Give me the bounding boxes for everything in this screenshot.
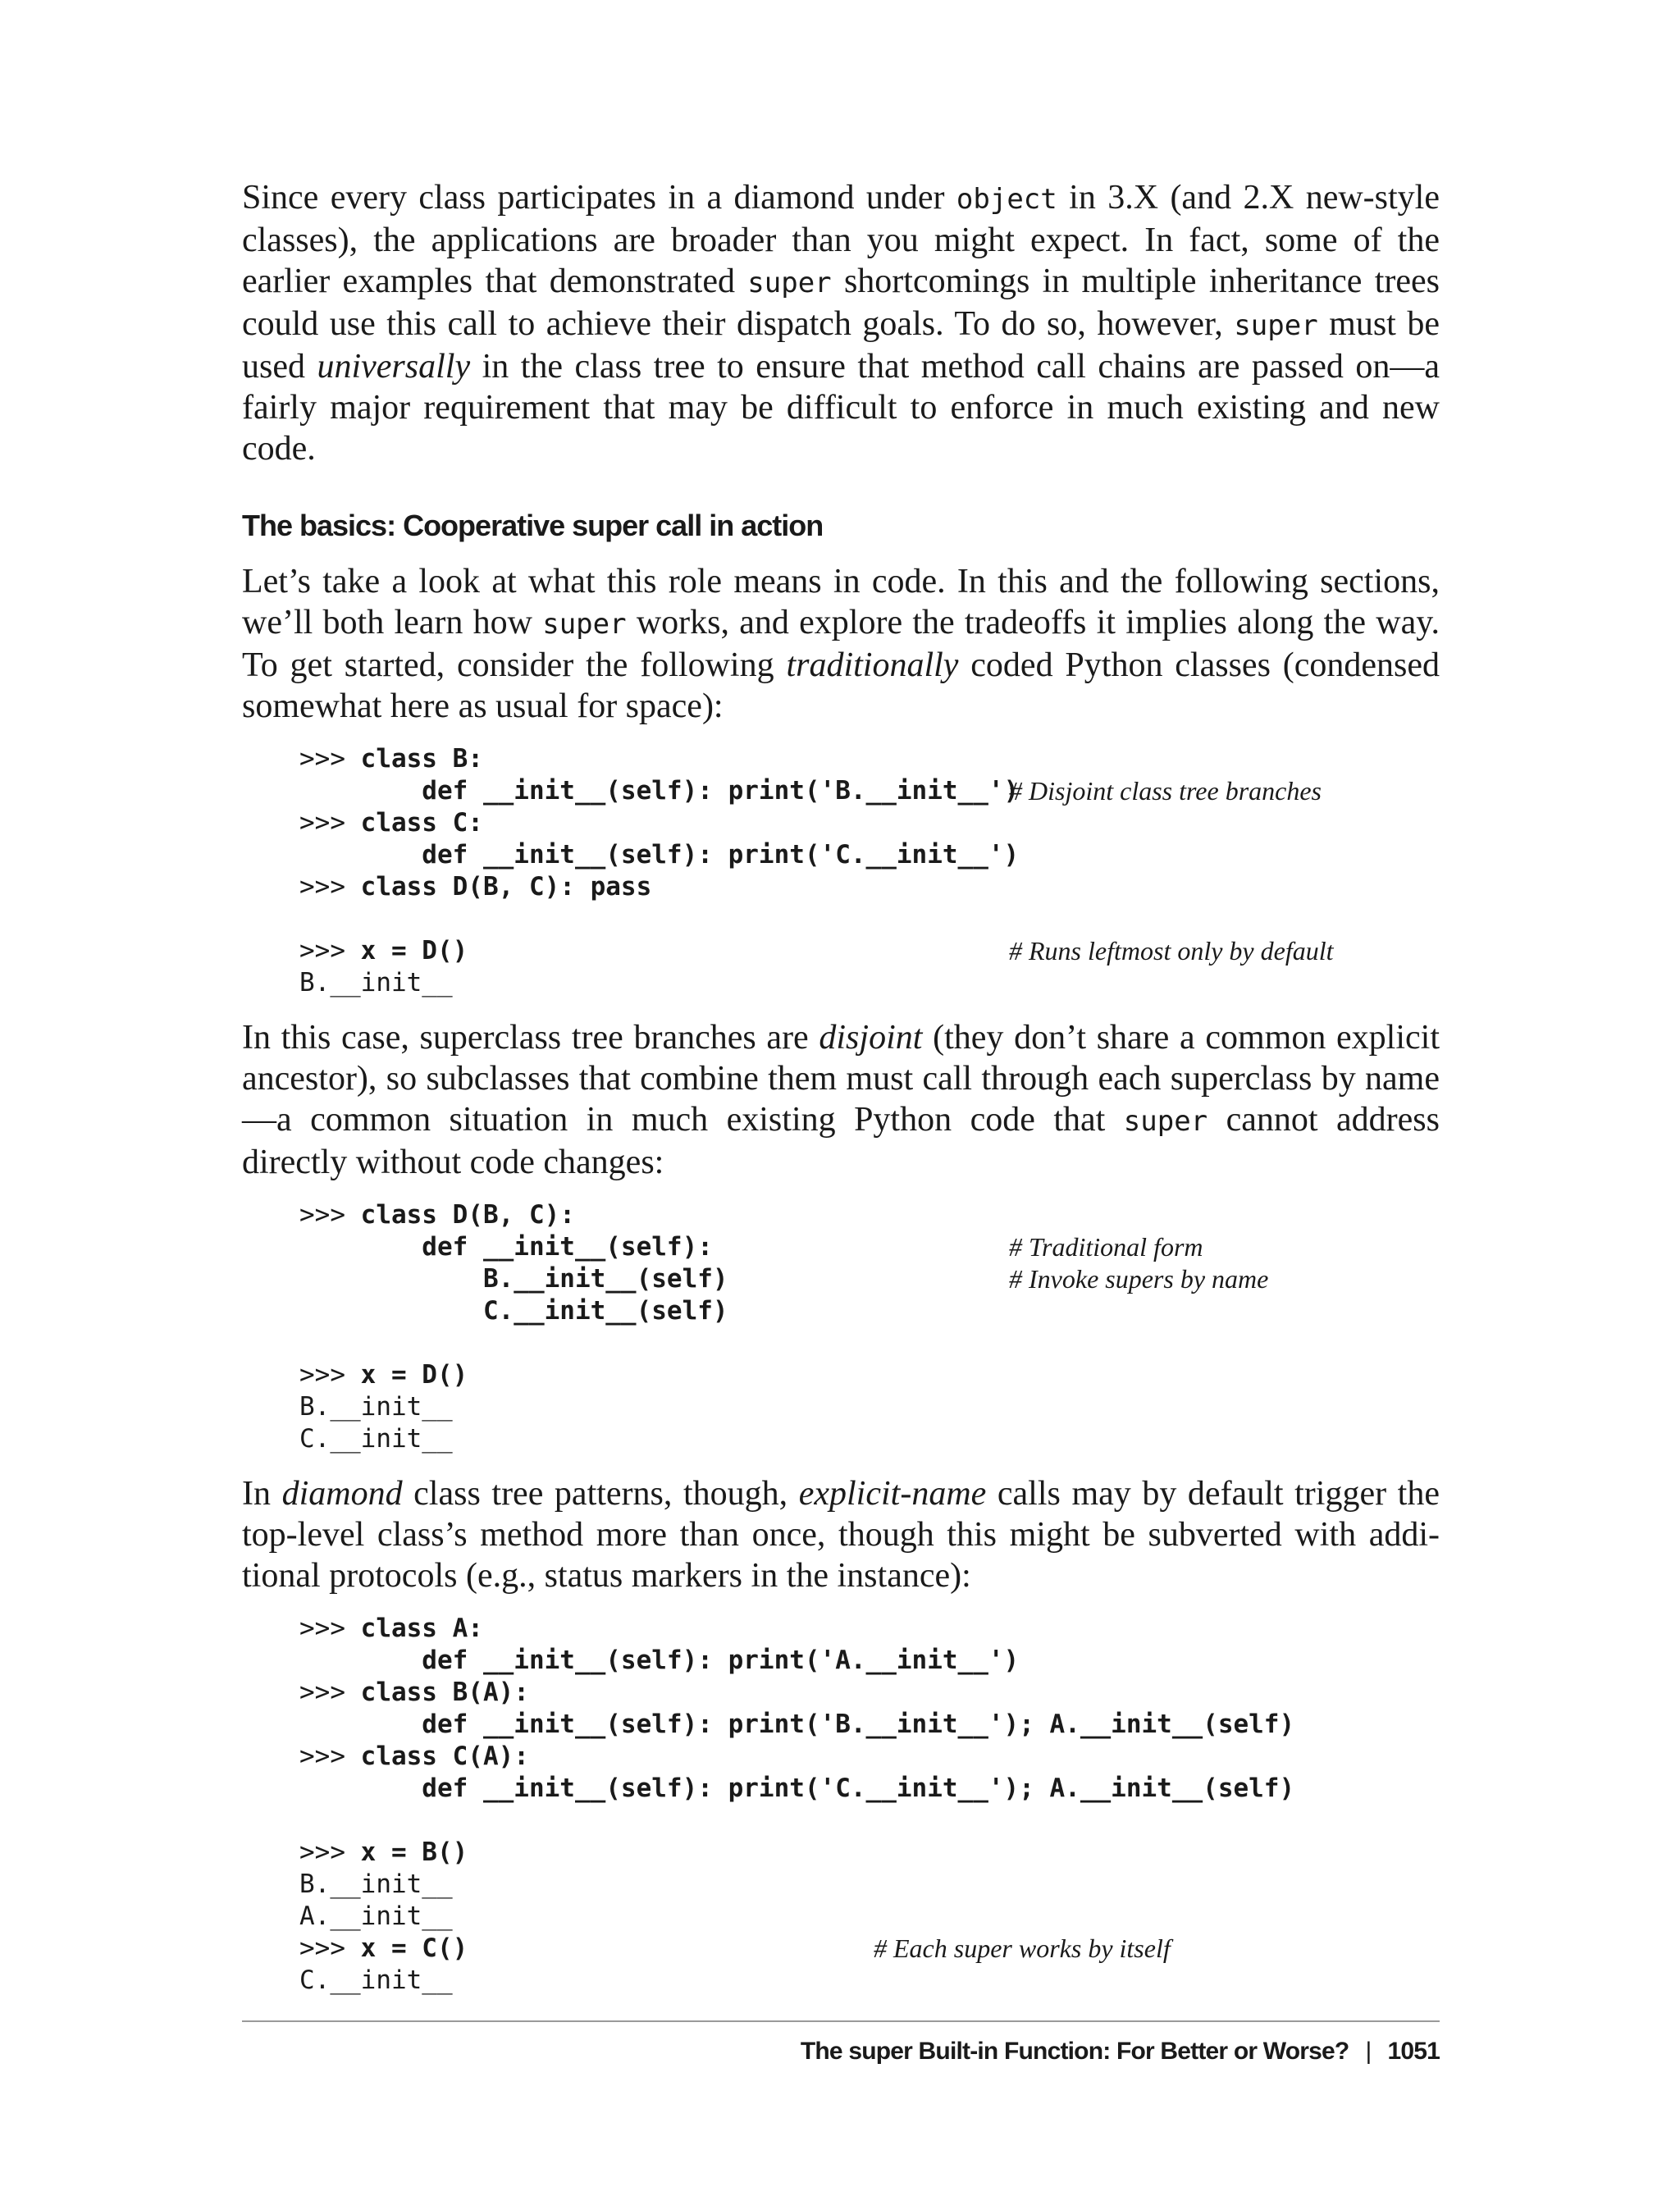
code-output: B.__init__: [299, 1869, 453, 1899]
text-segment: must be used: [242, 305, 1449, 386]
emphasis-text: universally: [317, 348, 471, 386]
inline-code: super: [747, 267, 832, 299]
text-segment: In: [242, 1475, 282, 1513]
code-block-disjoint: [299, 743, 1440, 999]
code-line: [299, 1613, 1440, 1645]
code-prompt: >>>: [299, 936, 361, 966]
text-segment: cannot address directly without code changes:: [242, 1101, 1449, 1181]
code-output: B.__init__: [299, 1392, 453, 1422]
code-line: [299, 1677, 1440, 1709]
text-segment: class tree patterns, though,: [402, 1475, 799, 1513]
code-prompt: >>>: [299, 808, 361, 838]
code-statement: def __init__(self): print('C.__init__'); A.__init__(self): [299, 1774, 1295, 1803]
code-line: [299, 1837, 1440, 1869]
code-line: [299, 1295, 1440, 1327]
text-segment: calls may by default trigger the top-level class’s method more than once, though this might be subverted with addi-tional protocols (e.g., status markers in the instance):: [242, 1475, 1449, 1595]
inline-code: object: [956, 183, 1057, 216]
text-segment: in the class tree to ensure that method call chains are passed on—a fairly major requirement that may be difficult to enforce in much existing and new code.: [242, 348, 1449, 468]
code-prompt: >>>: [299, 1200, 361, 1230]
code-line: [299, 775, 1440, 807]
paragraph-lets-take-a-look: [242, 561, 1449, 727]
code-comment: # Runs leftmost only by default: [1009, 936, 1334, 966]
code-line: [299, 1263, 1440, 1295]
code-block-diamond: [299, 1613, 1440, 1997]
footer-separator: |: [1365, 2038, 1372, 2065]
code-output: B.__init__: [299, 968, 453, 998]
code-statement: x = D(): [360, 1360, 468, 1390]
page-content: [242, 177, 1449, 1997]
text-segment: coded Python classes (condensed somewhat here as usual for space):: [242, 646, 1449, 725]
code-statement: C.__init__(self): [299, 1296, 728, 1326]
code-statement: def __init__(self):: [299, 1232, 713, 1262]
code-statement: class B(A):: [360, 1678, 529, 1707]
code-line: [299, 1423, 1440, 1455]
text-segment: (they don’t share a common explicit ancestor), so subclasses that combine them must call through each superclass by name —a common situation in much existing Python code that: [242, 1019, 1449, 1139]
text-segment: works, and explore the tradeoffs it implies along the way. To get started, consider the following: [242, 604, 1448, 684]
code-line: [299, 1327, 1440, 1359]
code-statement: class D(B, C): pass: [360, 872, 652, 902]
code-line: [299, 1231, 1440, 1263]
inline-code: super: [1123, 1105, 1208, 1138]
code-line: [299, 1773, 1440, 1805]
code-prompt: >>>: [299, 1933, 361, 1963]
code-line: [299, 839, 1440, 871]
code-statement: def __init__(self): print('B.__init__'); A.__init__(self): [299, 1710, 1295, 1739]
code-comment: # Each super works by itself: [874, 1933, 1171, 1963]
code-statement: x = B(): [360, 1838, 468, 1867]
code-line: [299, 1359, 1440, 1391]
paragraph-intro: [242, 177, 1449, 469]
code-comment: # Traditional form: [1009, 1232, 1203, 1262]
page-number: 1051: [1387, 2038, 1440, 2065]
footer-title: The super Built-in Function: For Better or Worse?: [800, 2038, 1349, 2065]
code-output: C.__init__: [299, 1965, 453, 1995]
code-line: [299, 1869, 1440, 1901]
code-line: [299, 1709, 1440, 1741]
code-statement: def __init__(self): print('C.__init__'): [299, 840, 1020, 870]
paragraph-diamond: [242, 1473, 1449, 1596]
code-comment: # Disjoint class tree branches: [1009, 776, 1322, 806]
code-statement: class B:: [360, 744, 483, 774]
text-segment: In this case, superclass tree branches are: [242, 1019, 819, 1057]
code-line: [299, 1199, 1440, 1231]
code-line: [299, 1391, 1440, 1423]
code-block-traditional: [299, 1199, 1440, 1455]
code-line: [299, 1901, 1440, 1933]
inline-code: super: [542, 608, 627, 641]
code-line: [299, 967, 1440, 999]
code-comment: # Invoke supers by name: [1009, 1264, 1269, 1294]
code-prompt: >>>: [299, 744, 361, 774]
code-line: [299, 807, 1440, 839]
code-prompt: >>>: [299, 1614, 361, 1643]
section-heading: The basics: Cooperative super call in action: [242, 509, 824, 542]
code-statement: B.__init__(self): [299, 1264, 728, 1294]
code-prompt: >>>: [299, 1678, 361, 1707]
code-prompt: >>>: [299, 872, 361, 902]
code-line: [299, 743, 1440, 775]
inline-code: super: [1234, 309, 1318, 342]
code-line: [299, 903, 1440, 935]
code-statement: x = D(): [360, 936, 468, 966]
code-statement: class D(B, C):: [360, 1200, 575, 1230]
text-segment: in 3.X (and 2.X new-style classes), the applications are broader than you might expect. In fact, some of the earlier examples that demonstrated: [242, 179, 1449, 300]
code-statement: class A:: [360, 1614, 483, 1643]
code-line: [299, 1805, 1440, 1837]
code-output: A.__init__: [299, 1901, 453, 1931]
code-prompt: >>>: [299, 1838, 361, 1867]
code-line: [299, 935, 1440, 967]
footer-divider: [242, 2020, 1440, 2022]
code-line: [299, 1965, 1440, 1997]
code-output: C.__init__: [299, 1424, 453, 1454]
code-prompt: >>>: [299, 1742, 361, 1771]
text-segment: Let’s take a look at what this role means in code. In this and the following sections, we’ll both learn how: [242, 563, 1449, 641]
emphasis-text: explicit-name: [798, 1475, 987, 1513]
code-line: [299, 871, 1440, 903]
code-statement: def __init__(self): print('B.__init__'): [299, 776, 1020, 806]
code-statement: x = C(): [360, 1933, 468, 1963]
code-line: [299, 1933, 1440, 1965]
code-statement: def __init__(self): print('A.__init__'): [299, 1646, 1020, 1675]
text-segment: shortcomings in multiple inheritance trees could use this call to achieve their dispatch goals. To do so, however,: [242, 262, 1449, 343]
emphasis-text: diamond: [281, 1475, 403, 1513]
emphasis-text: traditionally: [786, 646, 959, 684]
code-line: [299, 1645, 1440, 1677]
text-segment: Since every class participates in a diamond under: [242, 179, 956, 217]
running-footer: [801, 2038, 1440, 2066]
code-prompt: >>>: [299, 1360, 361, 1390]
emphasis-text: disjoint: [819, 1019, 923, 1057]
code-statement: class C(A):: [360, 1742, 529, 1771]
code-statement: class C:: [360, 808, 483, 838]
code-line: [299, 1741, 1440, 1773]
paragraph-disjoint: [242, 1017, 1449, 1183]
